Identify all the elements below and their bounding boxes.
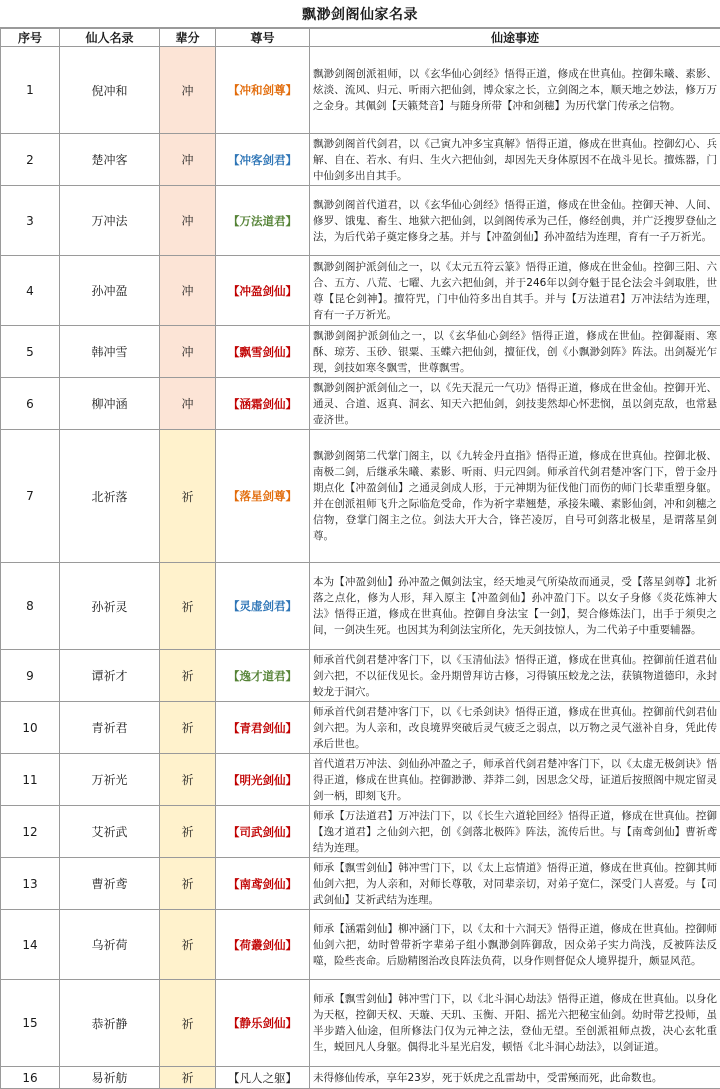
table-row [1, 702, 720, 754]
table-row [1, 430, 720, 563]
deeds-text: 飘渺剑阁护派剑仙之一，以《太元五符云篆》悟得正道，修成在世金仙。控御三阳、六合、五方、八荒、七曜、九玄六把仙剑，并于246年以剑夺魁于昆仑法会斗剑取胜，世尊【昆仑剑神】。擅符咒，门中仙符多出自其手。并与【万法道君】万冲法结为连理，育有一子万祈光。 [310, 256, 720, 326]
honorific-title: 【冲盈剑仙】 [216, 256, 310, 326]
deeds-text: 师承【飘雪剑仙】韩冲雪门下，以《北斗洞心劫法》悟得正道，修成在世真仙。以身化为天枢，控御天权、天璇、天玑、玉衡、开阳、摇光六把秘宝仙剑。幼时带艺投师，虽半步踏入仙途，但所修法门仅为元神之法，登仙无望。至创派祖师点拨，决心玄牝重生，蜕回凡人身躯。偶得北斗星光启发，顿悟《北斗洞心劫法》，以剑证道。 [310, 980, 720, 1067]
table-row [1, 326, 720, 378]
row-number: 16 [1, 1067, 60, 1089]
generation-cell: 祈 [160, 702, 216, 754]
header-generation: 辈分 [160, 29, 216, 47]
deeds-text: 未得修仙传承，享年23岁，死于妖虎之乱雷劫中，受雷殛而死，此命数也。 [310, 1067, 720, 1089]
deeds-text: 飘渺剑阁护派剑仙之一，以《玄华仙心剑经》悟得正道，修成在世仙。控御凝雨、寒酥、琼芳、玉砂、银粟、玉蝶六把仙剑，擅征伐，创《小飘渺剑阵》阵法。出剑凝光乍现，剑技如寒冬飘雪，世尊飘雪。 [310, 326, 720, 378]
immortal-name: 艾祈武 [60, 806, 160, 858]
generation-cell: 祈 [160, 980, 216, 1067]
immortal-name: 倪冲和 [60, 47, 160, 134]
generation-cell: 祈 [160, 430, 216, 563]
row-number: 14 [1, 910, 60, 980]
row-number: 8 [1, 563, 60, 650]
deeds-text: 飘渺剑阁首代道君，以《玄华仙心剑经》悟得正道，修成在世金仙。控御天神、人间、修罗、饿鬼、畜生、地狱六把仙剑，以剑阁传承为己任，修经创典，并广泛搜罗登仙之法，为后代弟子奠定修身之基。并与【冲盈剑仙】孙冲盈结为连理，育有一子万祈光。 [310, 186, 720, 256]
honorific-title: 【灵虚剑君】 [216, 563, 310, 650]
sheet-title: 飘渺剑阁仙家名录 [0, 0, 720, 28]
table-row [1, 1067, 720, 1089]
row-number: 11 [1, 754, 60, 806]
row-number: 10 [1, 702, 60, 754]
honorific-title: 【冲和剑尊】 [216, 47, 310, 134]
deeds-text: 师承【涵霜剑仙】柳冲涵门下，以《太和十六洞天》悟得正道，修成在世真仙。控御师仙剑六把，幼时曾带祈字辈弟子组小飘渺剑阵御敌，因众弟子实力尚浅，反被阵法反噬，险些丧命。后励精图治改良阵法负荷，以身作则督促众人境界提升，颇显风范。 [310, 910, 720, 980]
generation-cell: 祈 [160, 910, 216, 980]
honorific-title: 【万法道君】 [216, 186, 310, 256]
table-row [1, 378, 720, 430]
table-row [1, 134, 720, 186]
immortal-name: 易祈舫 [60, 1067, 160, 1089]
row-number: 12 [1, 806, 60, 858]
immortal-name: 韩冲雪 [60, 326, 160, 378]
row-number: 1 [1, 47, 60, 134]
honorific-title: 【逸才道君】 [216, 650, 310, 702]
immortal-name: 北祈落 [60, 430, 160, 563]
row-number: 7 [1, 430, 60, 563]
deeds-text: 师承【万法道君】万冲法门下，以《长生六道轮回经》悟得正道，修成在世真仙。控御【逸才道君】之仙剑六把，创《剑落北极阵》阵法，流传后世。与【南鸢剑仙】曹祈鸢结为连理。 [310, 806, 720, 858]
immortal-name: 万冲法 [60, 186, 160, 256]
header-deeds: 仙途事迹 [310, 29, 720, 47]
deeds-text: 本为【冲盈剑仙】孙冲盈之佩剑法宝，经天地灵气所染故而通灵，受【落星剑尊】北祈落之点化，修为人形，拜入原主【冲盈剑仙】孙冲盈门下。以女子身修《炎花炼神大法》悟得正道，修成在世真仙。控御自身法宝【一剑】，契合修炼法门，出手于须臾之间，一剑决生死。也因其为利剑法宝所化，先天剑技惊人，为二代弟子中重要辅器。 [310, 563, 720, 650]
immortal-name: 乌祈荷 [60, 910, 160, 980]
roster-body [1, 47, 720, 1089]
immortal-name: 万祈光 [60, 754, 160, 806]
immortal-name: 楚冲客 [60, 134, 160, 186]
immortal-name: 谭祈才 [60, 650, 160, 702]
deeds-text: 飘渺剑阁首代剑君，以《己寅九冲多宝真解》悟得正道，修成在世真仙。控御幻心、兵解、自在、若水、有归、生火六把仙剑，却因先天身体原因不在战斗见长。擅炼器，门中仙剑多出自其手。 [310, 134, 720, 186]
immortal-name: 孙祈灵 [60, 563, 160, 650]
row-number: 13 [1, 858, 60, 910]
table-row [1, 858, 720, 910]
deeds-text: 飘渺剑阁护派剑仙之一，以《先天混元一气功》悟得正道，修成在世金仙。控御开光、通灵、合道、返真、洞玄、知天六把仙剑，剑技斐然却心怀悲悯，虽以剑克敌，也常悬壶济世。 [310, 378, 720, 430]
immortal-name: 恭祈静 [60, 980, 160, 1067]
generation-cell: 祈 [160, 754, 216, 806]
immortal-name: 青祈君 [60, 702, 160, 754]
generation-cell: 祈 [160, 650, 216, 702]
header-name: 仙人名录 [60, 29, 160, 47]
honorific-title: 【荷叢剑仙】 [216, 910, 310, 980]
deeds-text: 师承【飘雪剑仙】韩冲雪门下，以《太上忘情道》悟得正道，修成在世真仙。控御其师仙剑六把，为人亲和，对师长尊敬，对同辈亲切，对弟子宽仁，深受门人喜爱。与【司武剑仙】艾祈武结为连理。 [310, 858, 720, 910]
row-number: 3 [1, 186, 60, 256]
table-row [1, 186, 720, 256]
row-number: 2 [1, 134, 60, 186]
deeds-text: 飘渺剑阁第二代掌门阁主，以《九转金丹直指》悟得正道，修成在世真仙。控御北极、南极二剑，后继承朱曦、素影、听雨、归元四剑。师承首代剑君楚冲客门下，曾于金丹期点化【冲盈剑仙】之通灵剑成人形，于元神期为征伐他门而伤的师门长辈重塑身躯。并在创派祖师飞升之际临危受命，作为祈字辈翘楚，承接朱曦、素影仙剑，冲和剑穗之信物，登掌门阁主之位。剑法大开大合，锋芒凌厉，自号可剑落北极星，是谓落星剑尊。 [310, 430, 720, 563]
honorific-title: 【凡人之躯】 [216, 1067, 310, 1089]
generation-cell: 冲 [160, 256, 216, 326]
roster-table [0, 28, 720, 1089]
deeds-text: 飘渺剑阁创派祖师，以《玄华仙心剑经》悟得正道，修成在世真仙。控御朱曦、素影、炫淡、流风、归元、听雨六把仙剑，博众家之长，立剑阁之本，顺天地之妙法，修万万之金身。其佩剑【天籁梵音】与随身所带【冲和剑穗】为历代掌门传承之信物。 [310, 47, 720, 134]
table-row [1, 980, 720, 1067]
honorific-title: 【飘雪剑仙】 [216, 326, 310, 378]
generation-cell: 祈 [160, 563, 216, 650]
table-row [1, 806, 720, 858]
table-row [1, 754, 720, 806]
row-number: 6 [1, 378, 60, 430]
row-number: 5 [1, 326, 60, 378]
generation-cell: 冲 [160, 134, 216, 186]
honorific-title: 【司武剑仙】 [216, 806, 310, 858]
table-row [1, 650, 720, 702]
generation-cell: 祈 [160, 1067, 216, 1089]
generation-cell: 冲 [160, 378, 216, 430]
deeds-text: 师承首代剑君楚冲客门下，以《玉清仙法》悟得正道，修成在世真仙。控御前任道君仙剑六把，不以征伐见长。金丹期曾拜访古修，习得镇压蛟龙之法，获镇物道德印，永封蛟龙于洞穴。 [310, 650, 720, 702]
header-number: 序号 [1, 29, 60, 47]
honorific-title: 【冲客剑君】 [216, 134, 310, 186]
row-number: 4 [1, 256, 60, 326]
generation-cell: 祈 [160, 806, 216, 858]
honorific-title: 【静乐剑仙】 [216, 980, 310, 1067]
row-number: 15 [1, 980, 60, 1067]
immortal-name: 孙冲盈 [60, 256, 160, 326]
table-row [1, 563, 720, 650]
honorific-title: 【青君剑仙】 [216, 702, 310, 754]
generation-cell: 冲 [160, 186, 216, 256]
table-row [1, 47, 720, 134]
immortal-name: 柳冲涵 [60, 378, 160, 430]
deeds-text: 师承首代剑君楚冲客门下，以《七杀剑诀》悟得正道，修成在世真仙。控御前代剑君仙剑六把。为人亲和，改良境界突破后灵气疲乏之弱点，以万物之灵气滋补自身，凭此传承后世也。 [310, 702, 720, 754]
generation-cell: 祈 [160, 858, 216, 910]
table-row [1, 256, 720, 326]
honorific-title: 【落星剑尊】 [216, 430, 310, 563]
immortal-name: 曹祈鸢 [60, 858, 160, 910]
honorific-title: 【明光剑仙】 [216, 754, 310, 806]
deeds-text: 首代道君万冲法、剑仙孙冲盈之子，师承首代剑君楚冲客门下，以《太虚无极剑诀》悟得正道，修成在世真仙。控御渺渺、莽莽二剑，因思念父母，证道后按照阁中规定留灵剑一柄，即刻飞升。 [310, 754, 720, 806]
generation-cell: 冲 [160, 326, 216, 378]
generation-cell: 冲 [160, 47, 216, 134]
header-title: 尊号 [216, 29, 310, 47]
table-row [1, 910, 720, 980]
honorific-title: 【涵霜剑仙】 [216, 378, 310, 430]
header-row [1, 29, 720, 47]
honorific-title: 【南鸢剑仙】 [216, 858, 310, 910]
row-number: 9 [1, 650, 60, 702]
